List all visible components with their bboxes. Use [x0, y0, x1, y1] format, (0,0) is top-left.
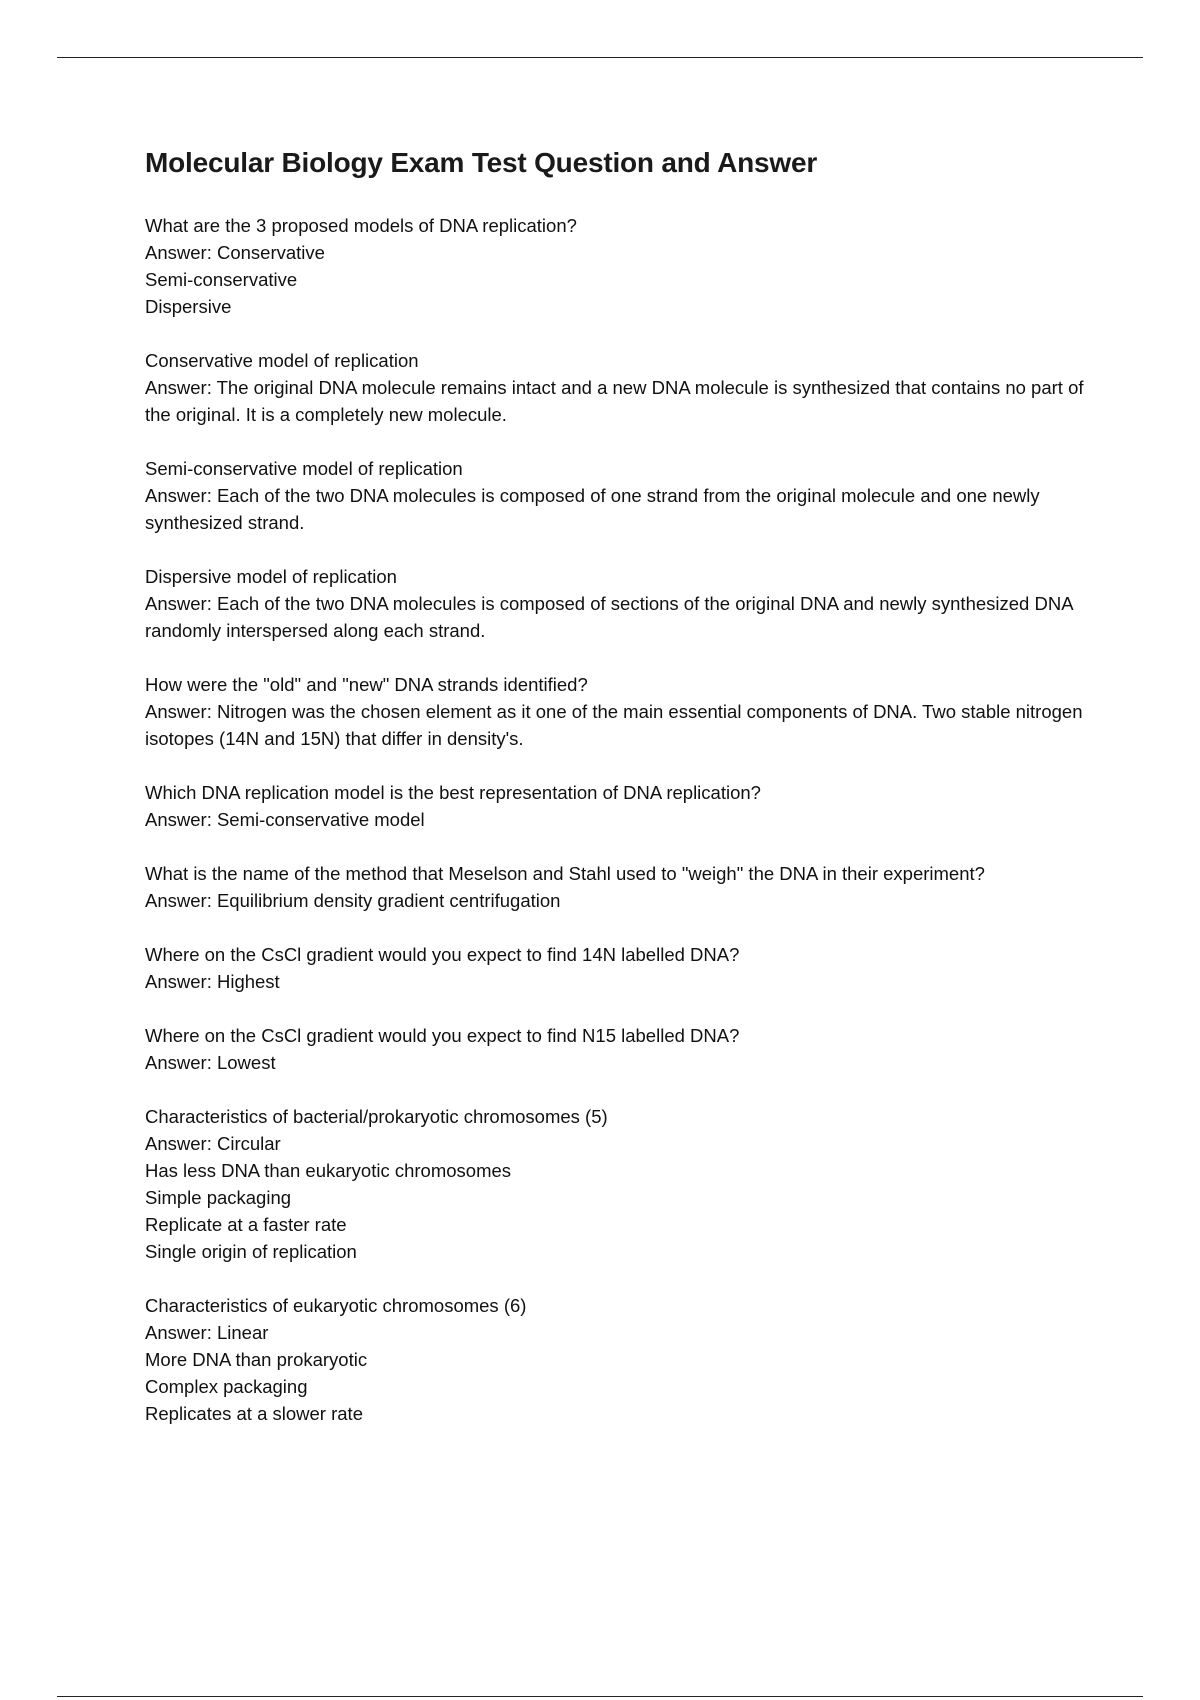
question: What are the 3 proposed models of DNA replication? [145, 215, 577, 236]
qa-block [145, 1292, 1095, 1427]
document-body [145, 146, 1095, 1454]
qa-block [145, 212, 1095, 320]
qa-block [145, 347, 1095, 428]
qa-block [145, 779, 1095, 833]
question: Characteristics of bacterial/prokaryotic chromosomes (5) [145, 1106, 608, 1127]
answer-line: Semi-conservative [145, 269, 298, 290]
answer-line: Answer: Circular [145, 1133, 281, 1154]
qa-block [145, 860, 1095, 914]
answer-line: Answer: Nitrogen was the chosen element as it one of the main essential components of DNA. Two stable nitrogen isotopes (14N and 15N) that differ in density's. [145, 701, 1083, 749]
question: Which DNA replication model is the best representation of DNA replication? [145, 782, 761, 803]
question: Where on the CsCl gradient would you expect to find N15 labelled DNA? [145, 1025, 740, 1046]
qa-block [145, 563, 1095, 644]
qa-block [145, 1103, 1095, 1265]
question: Dispersive model of replication [145, 566, 397, 587]
question: Characteristics of eukaryotic chromosomes (6) [145, 1295, 527, 1316]
document-title: Molecular Biology Exam Test Question and Answer [145, 147, 818, 178]
question: Conservative model of replication [145, 350, 419, 371]
answer-line: Answer: Highest [145, 971, 280, 992]
qa-block [145, 671, 1095, 752]
answer-line: Answer: Linear [145, 1322, 269, 1343]
question: How were the "old" and "new" DNA strands identified? [145, 674, 588, 695]
qa-block [145, 941, 1095, 995]
answer-line: Answer: Equilibrium density gradient centrifugation [145, 890, 561, 911]
answer-line: Replicates at a slower rate [145, 1403, 363, 1424]
answer-line: Replicate at a faster rate [145, 1214, 347, 1235]
answer-line: Simple packaging [145, 1187, 292, 1208]
question: Where on the CsCl gradient would you expect to find 14N labelled DNA? [145, 944, 740, 965]
answer-line: Single origin of replication [145, 1241, 357, 1262]
answer-line: Answer: Semi-conservative model [145, 809, 425, 830]
question: Semi-conservative model of replication [145, 458, 463, 479]
answer-line: Answer: Each of the two DNA molecules is composed of sections of the original DNA and newly synthesized DNA randomly interspersed along each strand. [145, 593, 1073, 641]
answer-line: Answer: Each of the two DNA molecules is composed of one strand from the original molecule and one newly synthesized strand. [145, 485, 1040, 533]
answer-line: Answer: The original DNA molecule remains intact and a new DNA molecule is synthesized that contains no part of the original. It is a completely new molecule. [145, 377, 1084, 425]
answer-line: Answer: Conservative [145, 242, 325, 263]
qa-block [145, 455, 1095, 536]
answer-line: Dispersive [145, 296, 232, 317]
answer-line: Answer: Lowest [145, 1052, 276, 1073]
answer-line: Complex packaging [145, 1376, 308, 1397]
answer-line: More DNA than prokaryotic [145, 1349, 368, 1370]
qa-block [145, 1022, 1095, 1076]
bottom-rule [57, 1696, 1143, 1697]
top-rule [57, 57, 1143, 58]
answer-line: Has less DNA than eukaryotic chromosomes [145, 1160, 512, 1181]
question: What is the name of the method that Meselson and Stahl used to "weigh" the DNA in their experiment? [145, 863, 985, 884]
